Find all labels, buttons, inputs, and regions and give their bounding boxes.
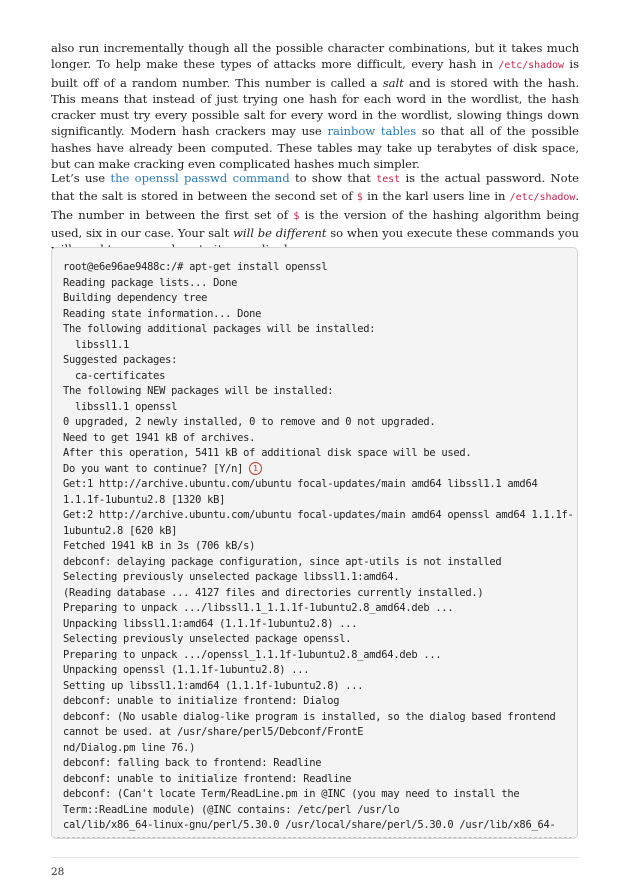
terminal-line: Unpacking libssl1.1:amd64 (1.1.1f-1ubuntu2.8) ... [63, 617, 358, 630]
text: . The number in between the first set of [51, 189, 579, 222]
text: Let’s use [51, 171, 111, 185]
terminal-line: debconf: falling back to frontend: Readline [63, 757, 322, 769]
terminal-line: Selecting previously unselected package libssl1.1:amd64. [63, 571, 400, 583]
terminal-line: cal/lib/x86_64-linux-gnu/perl/5.30.0 /usr/local/share/perl/5.30.0 /usr/lib/x86_64- [63, 819, 556, 831]
terminal-line: Get:2 http://archive.ubuntu.com/ubuntu focal-updates/main amd64 openssl amd64 1.1.1f- [63, 509, 574, 521]
text: also run incrementally though all the possible character combinations, but it takes much longer. To help make these types of attacks more difficult, every hash in [51, 41, 579, 72]
terminal-line: Selecting previously unselected package openssl. [63, 633, 352, 645]
terminal-line: cannot be used. at /usr/share/perl5/Debconf/FrontE [63, 726, 364, 738]
continuation-dashed-edge [52, 827, 577, 838]
text: is the version of the hashing algorithm being used, six in our case. Your salt [51, 207, 579, 240]
link-openssl-passwd[interactable]: the openssl passwd command [110, 171, 290, 185]
terminal-line: 1ubuntu2.8 [620 kB] [63, 524, 178, 537]
text: so that all of the possible hashes have already been computed. These tables may take up terabytes of disk space, but can make cracking even complicated hashes much simpler. [51, 124, 579, 172]
terminal-line: Do you want to continue? [Y/n] 1 [63, 462, 568, 478]
terminal-line: debconf: unable to initialize frontend: Dialog [63, 695, 340, 707]
page-number: 28 [51, 866, 65, 878]
terminal-line: debconf: delaying package configuration, since apt-utils is not installed [63, 555, 502, 568]
terminal-line: After this operation, 5411 kB of additional disk space will be used. [63, 447, 472, 459]
terminal-line: Need to get 1941 kB of archives. [63, 431, 256, 444]
terminal-line: Unpacking openssl (1.1.1f-1ubuntu2.8) ... [63, 664, 310, 676]
terminal-line: Fetched 1941 kB in 3s (706 kB/s) [63, 540, 256, 552]
terminal-line: Suggested packages: [63, 354, 178, 366]
terminal-line: Reading state information... Done [63, 307, 262, 320]
emphasis-salt: salt [382, 75, 404, 90]
text: and is stored with the hash. This means that instead of just trying one hash for each word in the wordlist, the hash cracker must try every possible salt for every word in the wordlist, slowing things down significantly. Modern hash crackers may use [51, 75, 580, 139]
terminal-line: The following additional packages will be installed: [63, 323, 376, 335]
text: in the karl users line in [362, 189, 510, 204]
terminal-line: (Reading database ... 4127 files and directories currently installed.) [63, 586, 484, 599]
terminal-line: libssl1.1 [63, 338, 130, 351]
terminal-line: Get:1 http://archive.ubuntu.com/ubuntu focal-updates/main amd64 libssl1.1 amd64 [63, 478, 538, 490]
terminal-line: 0 upgraded, 2 newly installed, 0 to remove and 0 not upgraded. [63, 416, 436, 428]
link-rainbow-tables[interactable]: rainbow tables [327, 124, 417, 139]
inline-code-dollar: $ [356, 192, 363, 204]
terminal-line: debconf: (Can't locate Term/ReadLine.pm in @INC (you may need to install the [63, 788, 520, 800]
terminal-line: root@e6e96ae9488c:/# apt-get install openssl [63, 261, 328, 273]
emphasis-will-be-different: will be different [233, 225, 327, 240]
terminal-output-block [51, 247, 578, 839]
inline-code-etc-shadow: /etc/shadow [498, 60, 564, 72]
terminal-line: nd/Dialog.pm line 76.) [63, 741, 196, 754]
terminal-line: debconf: (No usable dialog-like program is installed, so the dialog based frontend [63, 710, 556, 723]
text: to show that [289, 171, 377, 185]
paragraph-openssl [51, 170, 579, 257]
terminal-line: Building dependency tree [63, 292, 208, 304]
terminal-lines [63, 260, 574, 834]
inline-code-test: test [376, 174, 401, 185]
terminal-line: libssl1.1 openssl [63, 400, 178, 413]
text: is the actual password. Note that the salt is stored in between the second set of [51, 171, 579, 204]
inline-code-etc-shadow: /etc/shadow [509, 192, 576, 204]
terminal-line: ca-certificates [63, 369, 166, 382]
paragraph-salt [51, 40, 579, 172]
footer-rule [51, 857, 579, 858]
callout-marker-icon: 1 [249, 462, 262, 475]
inline-code-dollar: $ [293, 210, 300, 222]
terminal-line: The following NEW packages will be installed: [63, 385, 334, 397]
terminal-line: Preparing to unpack .../openssl_1.1.1f-1ubuntu2.8_amd64.deb ... [63, 648, 442, 661]
terminal-line: Preparing to unpack .../libssl1.1_1.1.1f-1ubuntu2.8_amd64.deb ... [63, 602, 454, 614]
terminal-line: 1.1.1f-1ubuntu2.8 [1320 kB] [63, 493, 226, 506]
terminal-line: Setting up libssl1.1:amd64 (1.1.1f-1ubuntu2.8) ... [63, 679, 364, 692]
terminal-line: Term::ReadLine module) (@INC contains: /etc/perl /usr/lo [63, 803, 400, 816]
text: so when you execute these commands you [330, 225, 579, 240]
text: is built off of a random number. This number is called a [51, 57, 579, 90]
terminal-line: debconf: unable to initialize frontend: Readline [63, 772, 352, 785]
terminal-line: Reading package lists... Done [63, 276, 238, 289]
